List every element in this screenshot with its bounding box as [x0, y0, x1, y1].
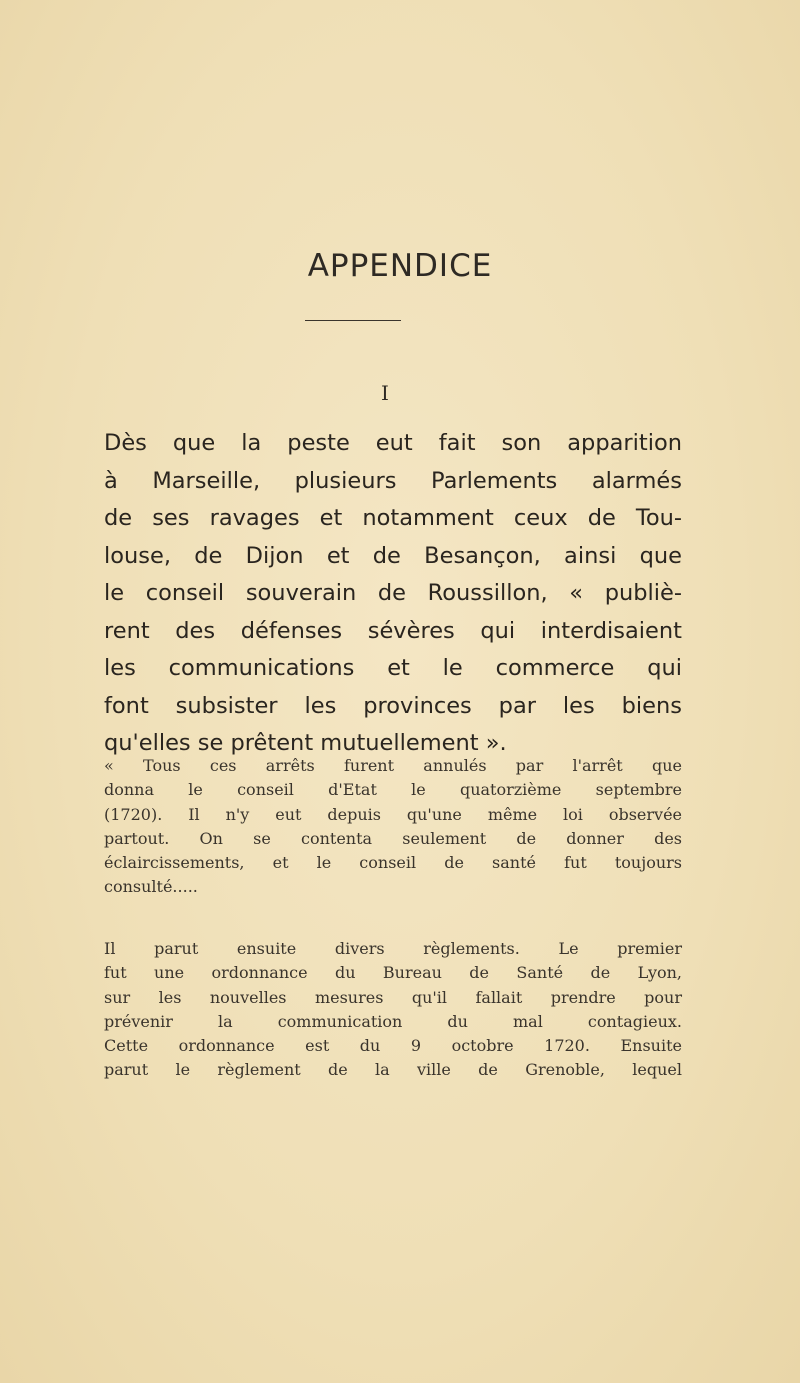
text-line: font subsister les provinces par les biens [104, 692, 682, 719]
text-line: prévenir la communication du mal contagieux. [104, 1011, 682, 1031]
text-line: sur les nouvelles mesures qu'il fallait prendre pour [104, 987, 682, 1007]
text-line: qu'elles se prêtent mutuellement ». [104, 730, 507, 756]
text-line: « Tous ces arrêts furent annulés par l'arrêt que [104, 756, 682, 775]
text-line: éclaircissements, et le conseil de santé fut toujours [104, 853, 682, 873]
text-line: les communications et le commerce qui [104, 655, 682, 681]
text-line: donna le conseil d'Etat le quatorzième septembre [104, 780, 682, 800]
section-number: I [381, 381, 389, 405]
text-line: louse, de Dijon et de Besançon, ainsi que [104, 542, 682, 569]
text-line: rent des défenses sévères qui interdisaient [104, 617, 682, 644]
page-heading: APPENDICE [307, 248, 493, 284]
text-line: fut une ordonnance du Bureau de Santé de Lyon, [104, 963, 682, 983]
text-line: de ses ravages et notamment ceux de Tou- [104, 505, 682, 531]
text-line: partout. On se contenta seulement de donner des [104, 828, 682, 848]
paragraph-regulations [104, 937, 682, 1083]
text-line: le conseil souverain de Roussillon, « publiè- [104, 580, 682, 606]
text-line: Dès que la peste eut fait son apparition [104, 430, 682, 456]
paragraph-quote [104, 754, 682, 900]
text-line: (1720). Il n'y eut depuis qu'une même loi observée [104, 804, 682, 824]
text-line: à Marseille, plusieurs Parlements alarmés [104, 467, 682, 494]
paragraph-main [104, 425, 682, 763]
text-line: Il parut ensuite divers règlements. Le premier [104, 939, 682, 958]
text-line: Cette ordonnance est du 9 octobre 1720. Ensuite [104, 1036, 682, 1056]
text-line: consulté..... [104, 877, 198, 897]
text-line: parut le règlement de la ville de Grenoble, lequel [104, 1060, 682, 1080]
heading-divider [305, 320, 401, 321]
